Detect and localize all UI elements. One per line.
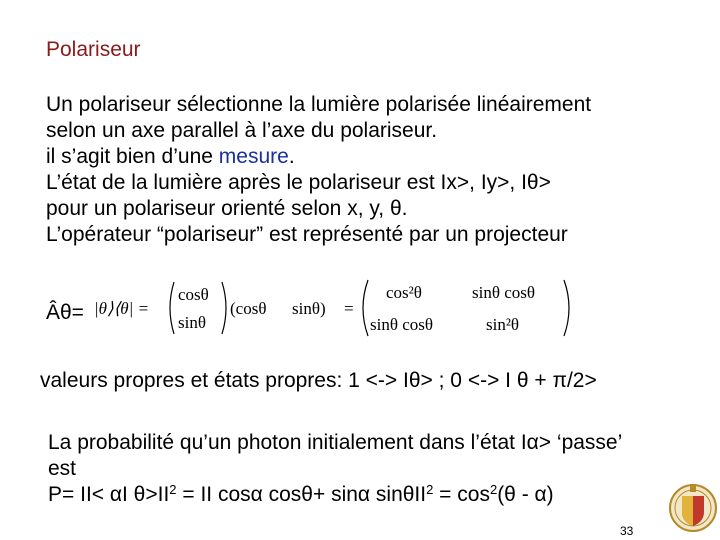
col-entry-1: cosθ [178, 285, 209, 304]
projector-formula [90, 276, 590, 340]
intro-line-6: L’opérateur “polariseur” est représenté par un projecteur [46, 223, 568, 246]
intro-line-1: Un polariseur sélectionne la lumière polarisée linéairement [46, 93, 592, 116]
matrix-left-paren [363, 280, 368, 336]
probability-text [48, 430, 622, 508]
prob-part-a: P= II< αI θ>II [48, 483, 170, 506]
ket-bra: |θ⟩⟨θ| = [94, 299, 150, 318]
eigenvalues-line: valeurs propres et états propres: 1 <-> Iθ> ; 0 <-> I θ + π/2> [40, 369, 597, 392]
intro-line-3-end: . [288, 145, 295, 168]
row-vector-right: sinθ) [292, 299, 326, 318]
intro-text [46, 92, 591, 248]
matrix-right-paren [564, 280, 569, 336]
prob-exp-1: 2 [169, 482, 177, 497]
matrix-m21: sinθ cosθ [370, 315, 434, 334]
prob-exp-3: 2 [489, 482, 498, 497]
intro-line-3-start: il s’agit bien d’une [46, 145, 219, 168]
probability-line-1: La probabilité qu’un photon initialement dans l’état Iα> ‘passe’ [48, 431, 623, 454]
probability-formula [48, 482, 622, 508]
prob-exp-2: 2 [426, 482, 434, 497]
intro-line-3 [46, 144, 591, 170]
matrix-m12: sinθ cosθ [472, 283, 536, 302]
col-right-paren [222, 282, 226, 334]
slide-title: Polariseur [46, 38, 141, 61]
matrix-m22: sin²θ [486, 315, 520, 334]
equals-sign: = [344, 299, 354, 318]
probability-line-2: est [48, 457, 77, 480]
col-left-paren [170, 282, 174, 334]
operator-label: Âθ= [46, 301, 84, 324]
prob-part-b: = II cosα cosθ+ sinα sinθII [176, 483, 427, 506]
university-seal-icon [668, 478, 718, 538]
intro-line-4: L’état de la lumière après le polariseur est Ix>, Iy>, Iθ> [46, 171, 551, 194]
intro-line-2: selon un axe parallel à l’axe du polariseur. [46, 119, 438, 142]
intro-line-5: pour un polariseur orienté selon x, y, θ. [46, 197, 408, 220]
page-number: 33 [620, 524, 634, 538]
matrix-m11: cos²θ [386, 283, 422, 302]
row-vector-left: (cosθ [230, 299, 267, 318]
prob-part-c: = cos [433, 483, 490, 506]
col-entry-2: sinθ [178, 313, 206, 332]
prob-part-d: (θ - α) [497, 483, 554, 506]
mesure-highlight: mesure [218, 145, 289, 168]
